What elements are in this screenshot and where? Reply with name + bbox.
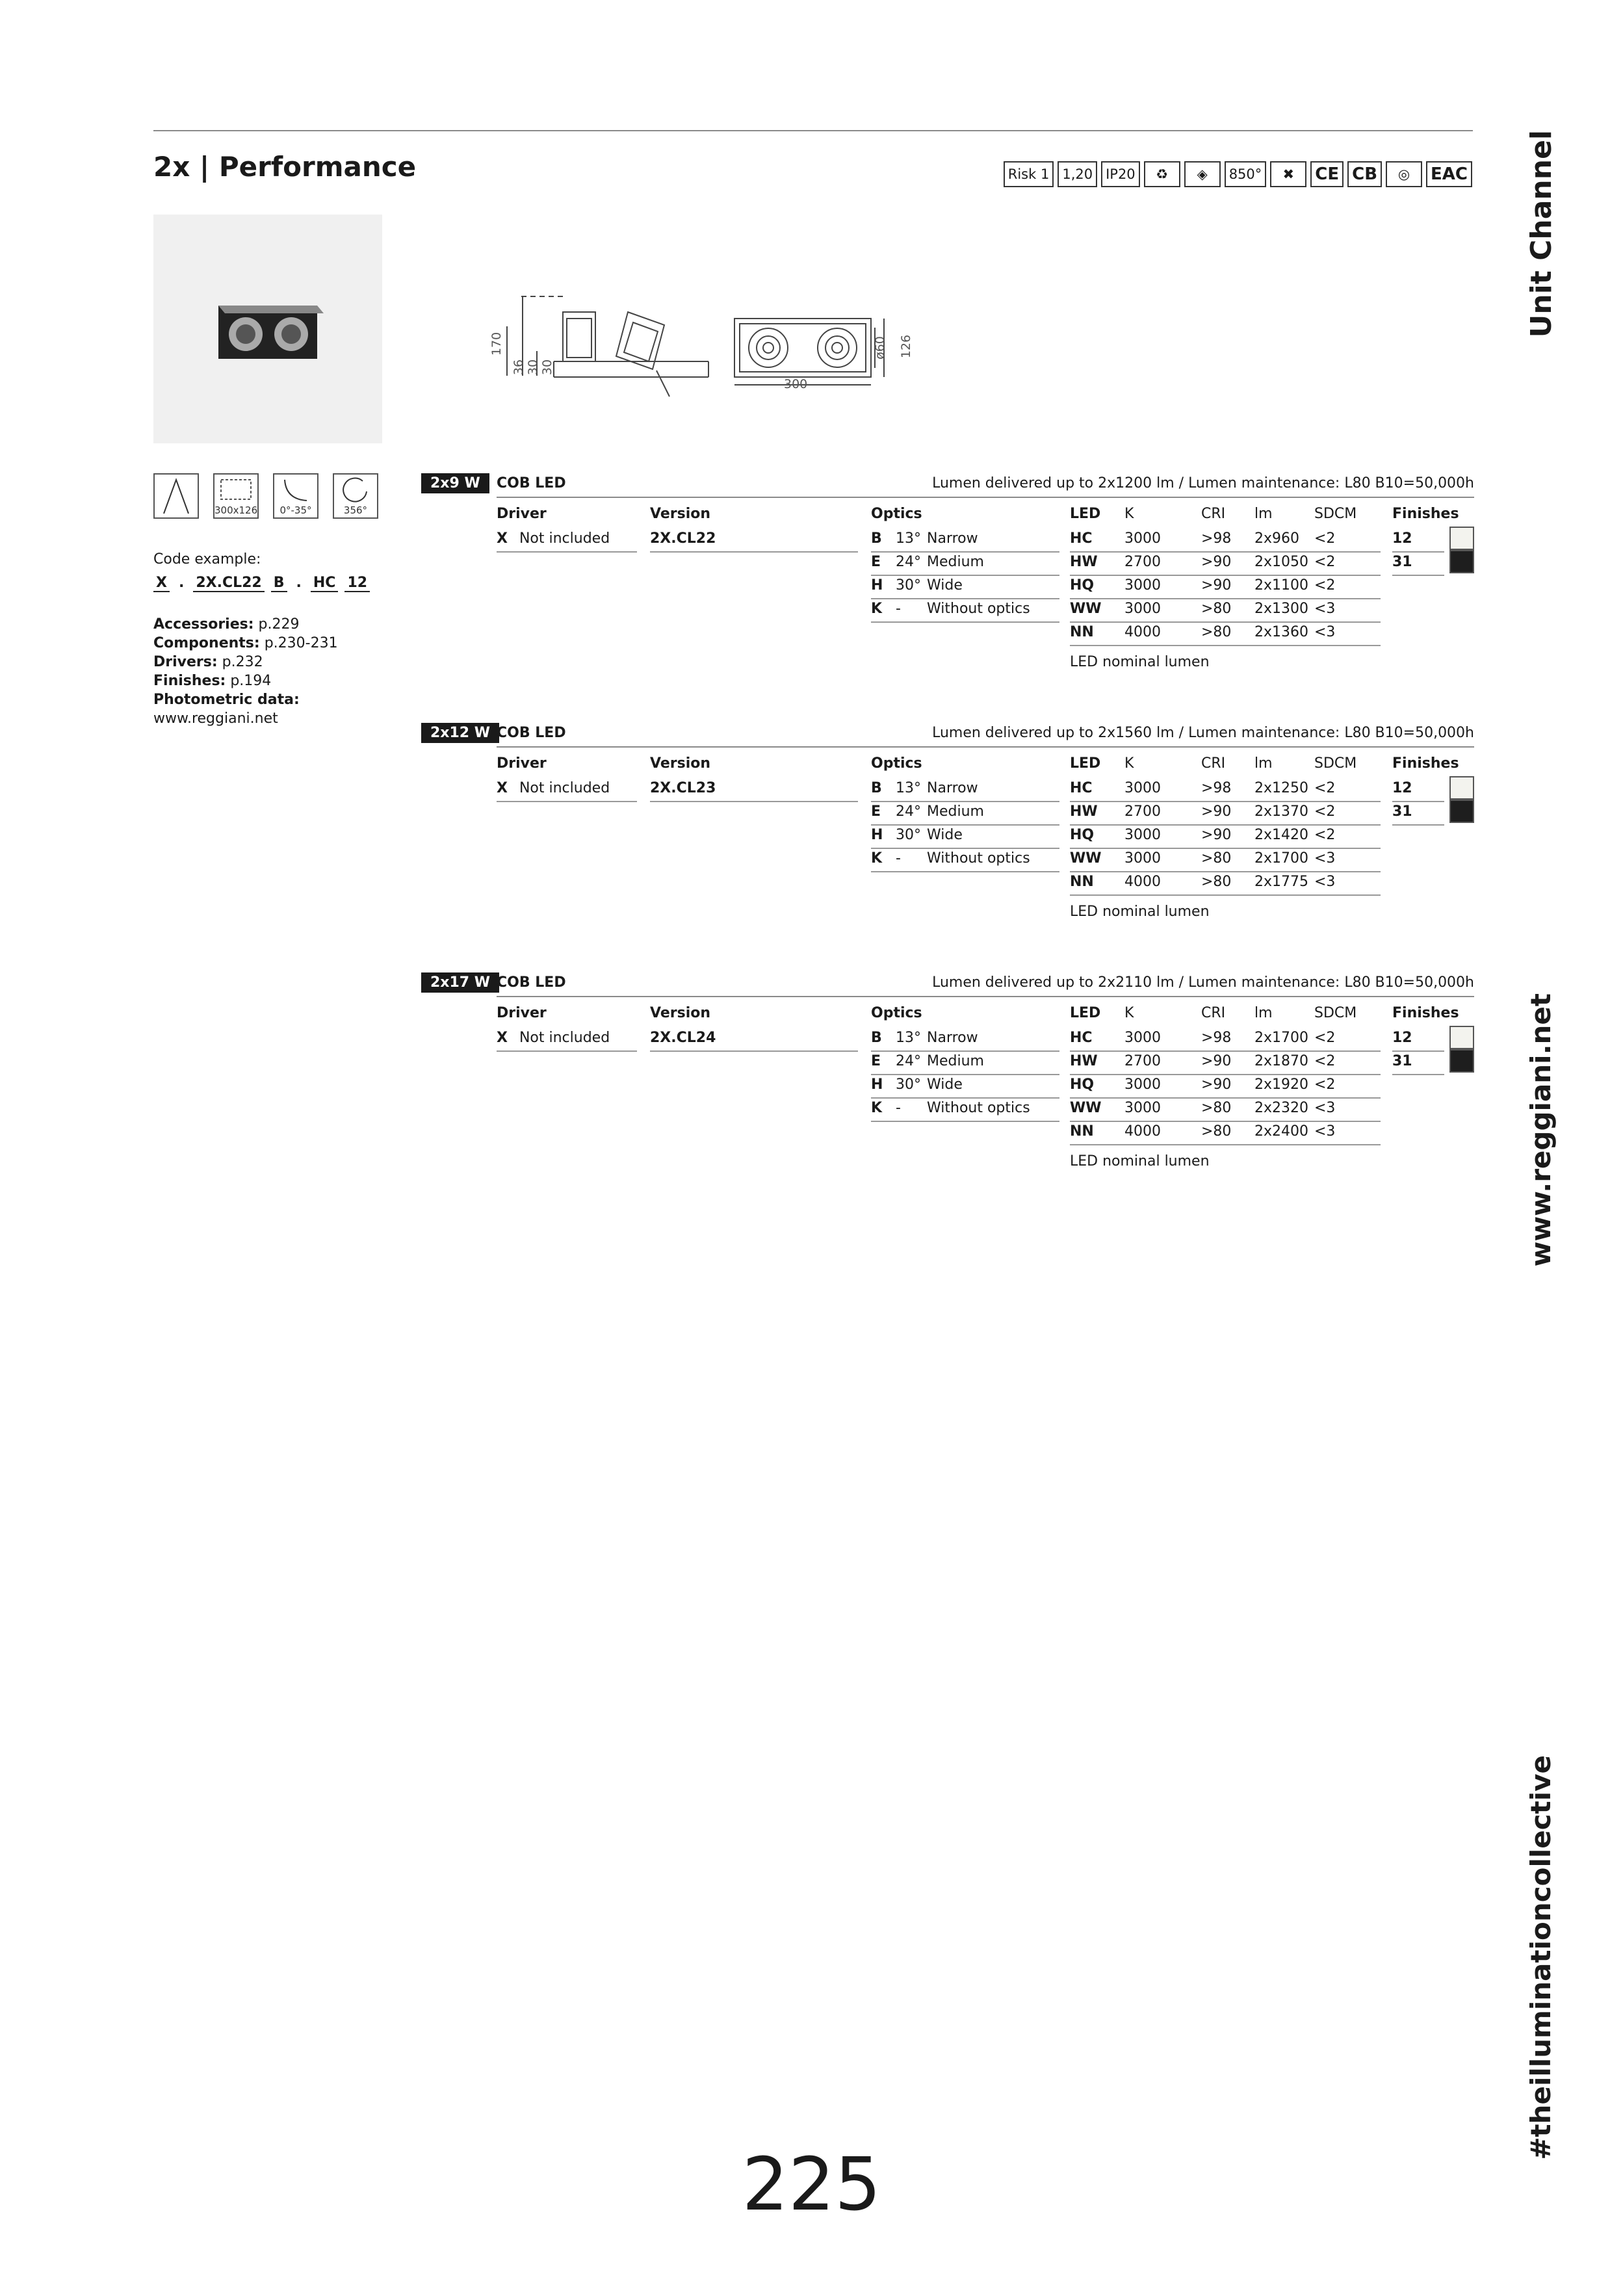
feature-symbols	[153, 473, 378, 519]
led-k: 2700	[1124, 1053, 1161, 1069]
ref-drivers: Drivers: p.232	[153, 654, 263, 670]
led-k: 4000	[1124, 624, 1161, 640]
ref-photometric-url[interactable]: www.reggiani.net	[153, 711, 278, 727]
technical-drawing	[481, 286, 923, 410]
led-lm: 2x1360	[1254, 624, 1309, 640]
led-k: 3000	[1124, 577, 1161, 594]
led-lm: 2x1300	[1254, 601, 1309, 617]
row-rule	[871, 1121, 1059, 1122]
cutout-caption: 300x126	[214, 504, 258, 516]
led-code[interactable]: HW	[1070, 554, 1098, 570]
led-sdcm: <3	[1314, 850, 1336, 867]
code-dot: .	[296, 575, 302, 591]
finish-code[interactable]: 31	[1392, 554, 1412, 570]
ip-badge: IP20	[1101, 161, 1140, 187]
driver-label: Not included	[519, 1030, 610, 1046]
row-rule	[1070, 1074, 1381, 1075]
row-rule	[1392, 824, 1444, 826]
optic-angle: -	[896, 601, 901, 617]
finishes-header: Finishes	[1392, 1005, 1459, 1021]
product-photo	[153, 215, 382, 443]
led-code[interactable]: HC	[1070, 780, 1093, 796]
row-rule	[497, 1050, 637, 1052]
led-cri: >80	[1201, 850, 1232, 867]
finish-code[interactable]: 31	[1392, 1053, 1412, 1069]
cri-header: CRI	[1201, 506, 1226, 522]
optic-name: Wide	[927, 1076, 963, 1093]
dim-height-30a: 30	[526, 359, 541, 376]
wattage-badge: 2x9 W	[421, 473, 489, 493]
led-lm: 2x1870	[1254, 1053, 1309, 1069]
led-k: 4000	[1124, 1123, 1161, 1140]
wattage-badge: 2x12 W	[421, 723, 499, 743]
section-rule	[497, 746, 1474, 748]
dim-height-170: 170	[489, 332, 504, 356]
section-rule	[497, 497, 1474, 498]
driver-code: X	[497, 780, 508, 796]
finish-swatch[interactable]	[1449, 800, 1474, 823]
led-cri: >80	[1201, 624, 1232, 640]
led-code[interactable]: HQ	[1070, 827, 1095, 843]
version-code[interactable]: 2X.CL22	[650, 530, 716, 547]
optic-name: Wide	[927, 577, 963, 594]
optic-angle: 24°	[896, 803, 921, 820]
row-rule	[497, 801, 637, 802]
led-k: 3000	[1124, 780, 1161, 796]
driver-label: Not included	[519, 530, 610, 547]
row-rule	[650, 1050, 858, 1052]
code-driver: X	[153, 575, 170, 592]
optic-option[interactable]	[871, 827, 963, 843]
finish-code[interactable]: 12	[1392, 530, 1412, 547]
top-rule	[153, 130, 1473, 131]
optic-code: E	[871, 1053, 881, 1069]
ce-badge: CE	[1310, 161, 1344, 187]
row-rule	[1392, 551, 1444, 553]
version-code[interactable]: 2X.CL23	[650, 780, 716, 796]
row-rule	[871, 1097, 1059, 1099]
version-header: Version	[650, 755, 711, 772]
led-sdcm: <3	[1314, 874, 1336, 890]
dim-width-126: 126	[899, 334, 914, 359]
cri-header: CRI	[1201, 755, 1226, 772]
row-rule	[871, 1050, 1059, 1052]
led-sdcm: <2	[1314, 577, 1336, 594]
lumen-info: Lumen delivered up to 2x1560 lm / Lumen maintenance: L80 B10=50,000h	[932, 725, 1474, 741]
row-rule	[1392, 801, 1444, 802]
optic-option[interactable]	[871, 554, 984, 570]
ref-photometric: Photometric data:	[153, 692, 300, 708]
row-rule	[1392, 1050, 1444, 1052]
row-rule	[650, 551, 858, 553]
optic-option[interactable]	[871, 850, 1030, 867]
row-rule	[650, 801, 858, 802]
ref-finishes: Finishes: p.194	[153, 673, 272, 689]
sdcm-header: SDCM	[1314, 755, 1357, 772]
led-code[interactable]: HQ	[1070, 577, 1095, 594]
led-sdcm: <2	[1314, 827, 1336, 843]
led-cri: >98	[1201, 1030, 1232, 1046]
row-rule	[1070, 1050, 1381, 1052]
row-rule	[1070, 824, 1381, 826]
dim-height-36: 36	[512, 359, 526, 376]
row-rule	[1070, 801, 1381, 802]
led-lm: 2x960	[1254, 530, 1300, 547]
driver-option[interactable]	[497, 1030, 610, 1046]
product-section	[421, 972, 1474, 1207]
finish-swatch[interactable]	[1449, 1026, 1474, 1049]
optic-code: B	[871, 1030, 882, 1046]
finish-swatch[interactable]	[1449, 1049, 1474, 1073]
led-lm: 2x1250	[1254, 780, 1309, 796]
led-k: 3000	[1124, 1030, 1161, 1046]
finish-swatch[interactable]	[1449, 776, 1474, 800]
version-header: Version	[650, 506, 711, 522]
optic-angle: 24°	[896, 1053, 921, 1069]
led-lm: 2x2320	[1254, 1100, 1309, 1116]
code-example-label: Code example:	[153, 551, 261, 567]
optic-code: E	[871, 803, 881, 820]
class-ii-icon: ◈	[1184, 161, 1221, 187]
led-type: COB LED	[497, 475, 566, 491]
ref-accessories: Accessories: p.229	[153, 616, 300, 633]
driver-option[interactable]	[497, 530, 610, 547]
led-sdcm: <2	[1314, 530, 1336, 547]
optic-option[interactable]	[871, 577, 963, 594]
driver-option[interactable]	[497, 780, 610, 796]
led-code[interactable]: HQ	[1070, 1076, 1095, 1093]
led-type: COB LED	[497, 725, 566, 741]
row-rule	[1070, 871, 1381, 872]
code-version: 2X.CL22	[193, 575, 264, 592]
optic-code: H	[871, 827, 883, 843]
led-header: LED	[1070, 1005, 1101, 1021]
k-header: K	[1124, 1005, 1134, 1021]
no-cover-icon: ✖	[1270, 161, 1306, 187]
finish-swatch[interactable]	[1449, 550, 1474, 573]
led-lm: 2x1100	[1254, 577, 1309, 594]
driver-code: X	[497, 530, 508, 547]
led-code[interactable]: HC	[1070, 1030, 1093, 1046]
led-k: 2700	[1124, 803, 1161, 820]
optics-header: Optics	[871, 755, 922, 772]
tilt-caption: 0°-35°	[279, 504, 312, 516]
led-cri: >80	[1201, 1123, 1232, 1140]
led-type: COB LED	[497, 974, 566, 991]
led-k: 2700	[1124, 554, 1161, 570]
eac-badge: EAC	[1426, 161, 1472, 187]
code-example	[153, 575, 370, 592]
cri-header: CRI	[1201, 1005, 1226, 1021]
led-lm: 2x1370	[1254, 803, 1309, 820]
led-lm: 2x1700	[1254, 850, 1309, 867]
led-sdcm: <2	[1314, 1053, 1336, 1069]
row-rule	[1392, 1074, 1444, 1075]
led-lm: 2x1700	[1254, 1030, 1309, 1046]
code-led: HC	[311, 575, 339, 592]
row-rule	[871, 801, 1059, 802]
row-rule	[1392, 575, 1444, 576]
dim-diameter-60: ø60	[872, 336, 887, 359]
lumen-info: Lumen delivered up to 2x2110 lm / Lumen maintenance: L80 B10=50,000h	[932, 974, 1474, 991]
side-label-category: Unit Channel	[1525, 130, 1558, 338]
dim-length-300: 300	[784, 377, 808, 391]
optic-angle: 24°	[896, 554, 921, 570]
page-number: 225	[742, 2143, 881, 2227]
cb-badge: CB	[1347, 161, 1382, 187]
product-section	[421, 723, 1474, 957]
optic-option[interactable]	[871, 1030, 978, 1046]
led-k: 4000	[1124, 874, 1161, 890]
optic-name: Without optics	[927, 1100, 1030, 1116]
led-code[interactable]: WW	[1070, 601, 1102, 617]
optic-code: K	[871, 601, 883, 617]
row-rule	[1070, 1144, 1381, 1145]
optic-option[interactable]	[871, 1076, 963, 1093]
driver-header: Driver	[497, 506, 547, 522]
lumen-info: Lumen delivered up to 2x1200 lm / Lumen maintenance: L80 B10=50,000h	[932, 475, 1474, 491]
beam-icon	[153, 473, 199, 519]
optic-code: H	[871, 1076, 883, 1093]
row-rule	[1070, 1097, 1381, 1099]
led-note: LED nominal lumen	[1070, 1153, 1210, 1169]
optic-name: Medium	[927, 554, 984, 570]
optic-name: Wide	[927, 827, 963, 843]
recycle-icon: ♻	[1144, 161, 1180, 187]
sdcm-header: SDCM	[1314, 506, 1357, 522]
led-sdcm: <3	[1314, 624, 1336, 640]
led-cri: >80	[1201, 874, 1232, 890]
wattage-badge: 2x17 W	[421, 972, 499, 993]
cert-badges	[1004, 161, 1472, 187]
optic-option[interactable]	[871, 1053, 984, 1069]
driver-header: Driver	[497, 755, 547, 772]
finish-swatch[interactable]	[1449, 527, 1474, 550]
row-rule	[1070, 848, 1381, 849]
optic-option[interactable]	[871, 601, 1030, 617]
risk-badge: Risk 1	[1004, 161, 1054, 187]
led-lm: 2x2400	[1254, 1123, 1309, 1140]
led-code[interactable]: NN	[1070, 624, 1094, 640]
led-lm: 2x1775	[1254, 874, 1309, 890]
led-cri: >80	[1201, 1100, 1232, 1116]
version-header: Version	[650, 1005, 711, 1021]
optics-header: Optics	[871, 506, 922, 522]
lm-header: lm	[1254, 1005, 1273, 1021]
led-lm: 2x1420	[1254, 827, 1309, 843]
led-sdcm: <2	[1314, 780, 1336, 796]
led-k: 3000	[1124, 827, 1161, 843]
row-rule	[1070, 645, 1381, 646]
side-label-website: www.reggiani.net	[1525, 993, 1557, 1267]
led-header: LED	[1070, 755, 1101, 772]
optic-option[interactable]	[871, 803, 984, 820]
led-sdcm: <3	[1314, 601, 1336, 617]
row-rule	[871, 871, 1059, 872]
led-code[interactable]: NN	[1070, 1123, 1094, 1140]
led-cri: >90	[1201, 577, 1232, 594]
led-sdcm: <2	[1314, 1030, 1336, 1046]
class-ii-b-icon: ◎	[1386, 161, 1422, 187]
finish-code[interactable]: 31	[1392, 803, 1412, 820]
cutout-icon	[213, 473, 259, 519]
code-optic: B	[271, 575, 287, 592]
code-finish: 12	[344, 575, 370, 592]
rotation-caption: 356°	[343, 504, 368, 516]
k-header: K	[1124, 755, 1134, 772]
product-section	[421, 473, 1474, 707]
row-rule	[871, 598, 1059, 599]
optic-name: Without optics	[927, 850, 1030, 867]
optic-angle: 30°	[896, 827, 921, 843]
optic-option[interactable]	[871, 530, 978, 547]
finishes-header: Finishes	[1392, 506, 1459, 522]
led-cri: >90	[1201, 1053, 1232, 1069]
ref-components: Components: p.230-231	[153, 635, 338, 651]
optic-code: H	[871, 577, 883, 594]
row-rule	[1070, 1121, 1381, 1122]
optics-header: Optics	[871, 1005, 922, 1021]
finishes-header: Finishes	[1392, 755, 1459, 772]
led-k: 3000	[1124, 1100, 1161, 1116]
optic-code: B	[871, 780, 882, 796]
led-cri: >90	[1201, 1076, 1232, 1093]
driver-header: Driver	[497, 1005, 547, 1021]
led-sdcm: <2	[1314, 554, 1336, 570]
led-code[interactable]: NN	[1070, 874, 1094, 890]
led-cri: >80	[1201, 601, 1232, 617]
lm-header: lm	[1254, 755, 1273, 772]
optic-name: Narrow	[927, 780, 978, 796]
row-rule	[871, 824, 1059, 826]
version-code[interactable]: 2X.CL24	[650, 1030, 716, 1046]
led-code[interactable]: HC	[1070, 530, 1093, 547]
optic-angle: -	[896, 1100, 901, 1116]
led-lm: 2x1920	[1254, 1076, 1309, 1093]
led-code[interactable]: WW	[1070, 1100, 1102, 1116]
optic-code: K	[871, 1100, 883, 1116]
row-rule	[871, 621, 1059, 623]
code-dot: .	[178, 575, 185, 591]
optic-name: Narrow	[927, 1030, 978, 1046]
led-cri: >90	[1201, 554, 1232, 570]
led-code[interactable]: HW	[1070, 803, 1098, 820]
led-sdcm: <2	[1314, 803, 1336, 820]
page-title: 2x | Performance	[153, 151, 417, 183]
finish-code[interactable]: 12	[1392, 1030, 1412, 1046]
optic-code: K	[871, 850, 883, 867]
led-sdcm: <2	[1314, 1076, 1336, 1093]
led-cri: >98	[1201, 780, 1232, 796]
led-lm: 2x1050	[1254, 554, 1309, 570]
optic-name: Medium	[927, 803, 984, 820]
optic-angle: -	[896, 850, 901, 867]
optic-angle: 13°	[896, 1030, 921, 1046]
dim-height-30b: 30	[540, 359, 555, 376]
sdcm-header: SDCM	[1314, 1005, 1357, 1021]
optic-code: E	[871, 554, 881, 570]
optic-option[interactable]	[871, 780, 978, 796]
glow-wire-badge: 850°	[1225, 161, 1267, 187]
row-rule	[1070, 894, 1381, 896]
led-code[interactable]: HW	[1070, 1053, 1098, 1069]
lm-header: lm	[1254, 506, 1273, 522]
optic-code: B	[871, 530, 882, 547]
row-rule	[1070, 575, 1381, 576]
side-label-hashtag: #theilluminationcollective	[1525, 1755, 1557, 2160]
led-k: 3000	[1124, 1076, 1161, 1093]
optic-angle: 13°	[896, 530, 921, 547]
optic-angle: 30°	[896, 577, 921, 594]
finish-code[interactable]: 12	[1392, 780, 1412, 796]
optic-angle: 30°	[896, 1076, 921, 1093]
led-k: 3000	[1124, 850, 1161, 867]
tilt-icon	[273, 473, 318, 519]
optic-option[interactable]	[871, 1100, 1030, 1116]
led-sdcm: <3	[1314, 1123, 1336, 1140]
row-rule	[1070, 551, 1381, 553]
led-header: LED	[1070, 506, 1101, 522]
optic-name: Medium	[927, 1053, 984, 1069]
led-code[interactable]: WW	[1070, 850, 1102, 867]
led-cri: >90	[1201, 827, 1232, 843]
row-rule	[1070, 598, 1381, 599]
led-k: 3000	[1124, 601, 1161, 617]
optic-angle: 13°	[896, 780, 921, 796]
led-cri: >90	[1201, 803, 1232, 820]
row-rule	[1070, 621, 1381, 623]
rotation-icon	[333, 473, 378, 519]
led-note: LED nominal lumen	[1070, 654, 1210, 670]
section-rule	[497, 996, 1474, 997]
driver-code: X	[497, 1030, 508, 1046]
k-header: K	[1124, 506, 1134, 522]
row-rule	[871, 551, 1059, 553]
driver-label: Not included	[519, 780, 610, 796]
row-rule	[497, 551, 637, 553]
led-note: LED nominal lumen	[1070, 904, 1210, 920]
row-rule	[871, 1074, 1059, 1075]
led-k: 3000	[1124, 530, 1161, 547]
optic-name: Without optics	[927, 601, 1030, 617]
row-rule	[871, 848, 1059, 849]
optic-name: Narrow	[927, 530, 978, 547]
led-sdcm: <3	[1314, 1100, 1336, 1116]
weight-badge: 1,20	[1058, 161, 1097, 187]
row-rule	[871, 575, 1059, 576]
led-cri: >98	[1201, 530, 1232, 547]
